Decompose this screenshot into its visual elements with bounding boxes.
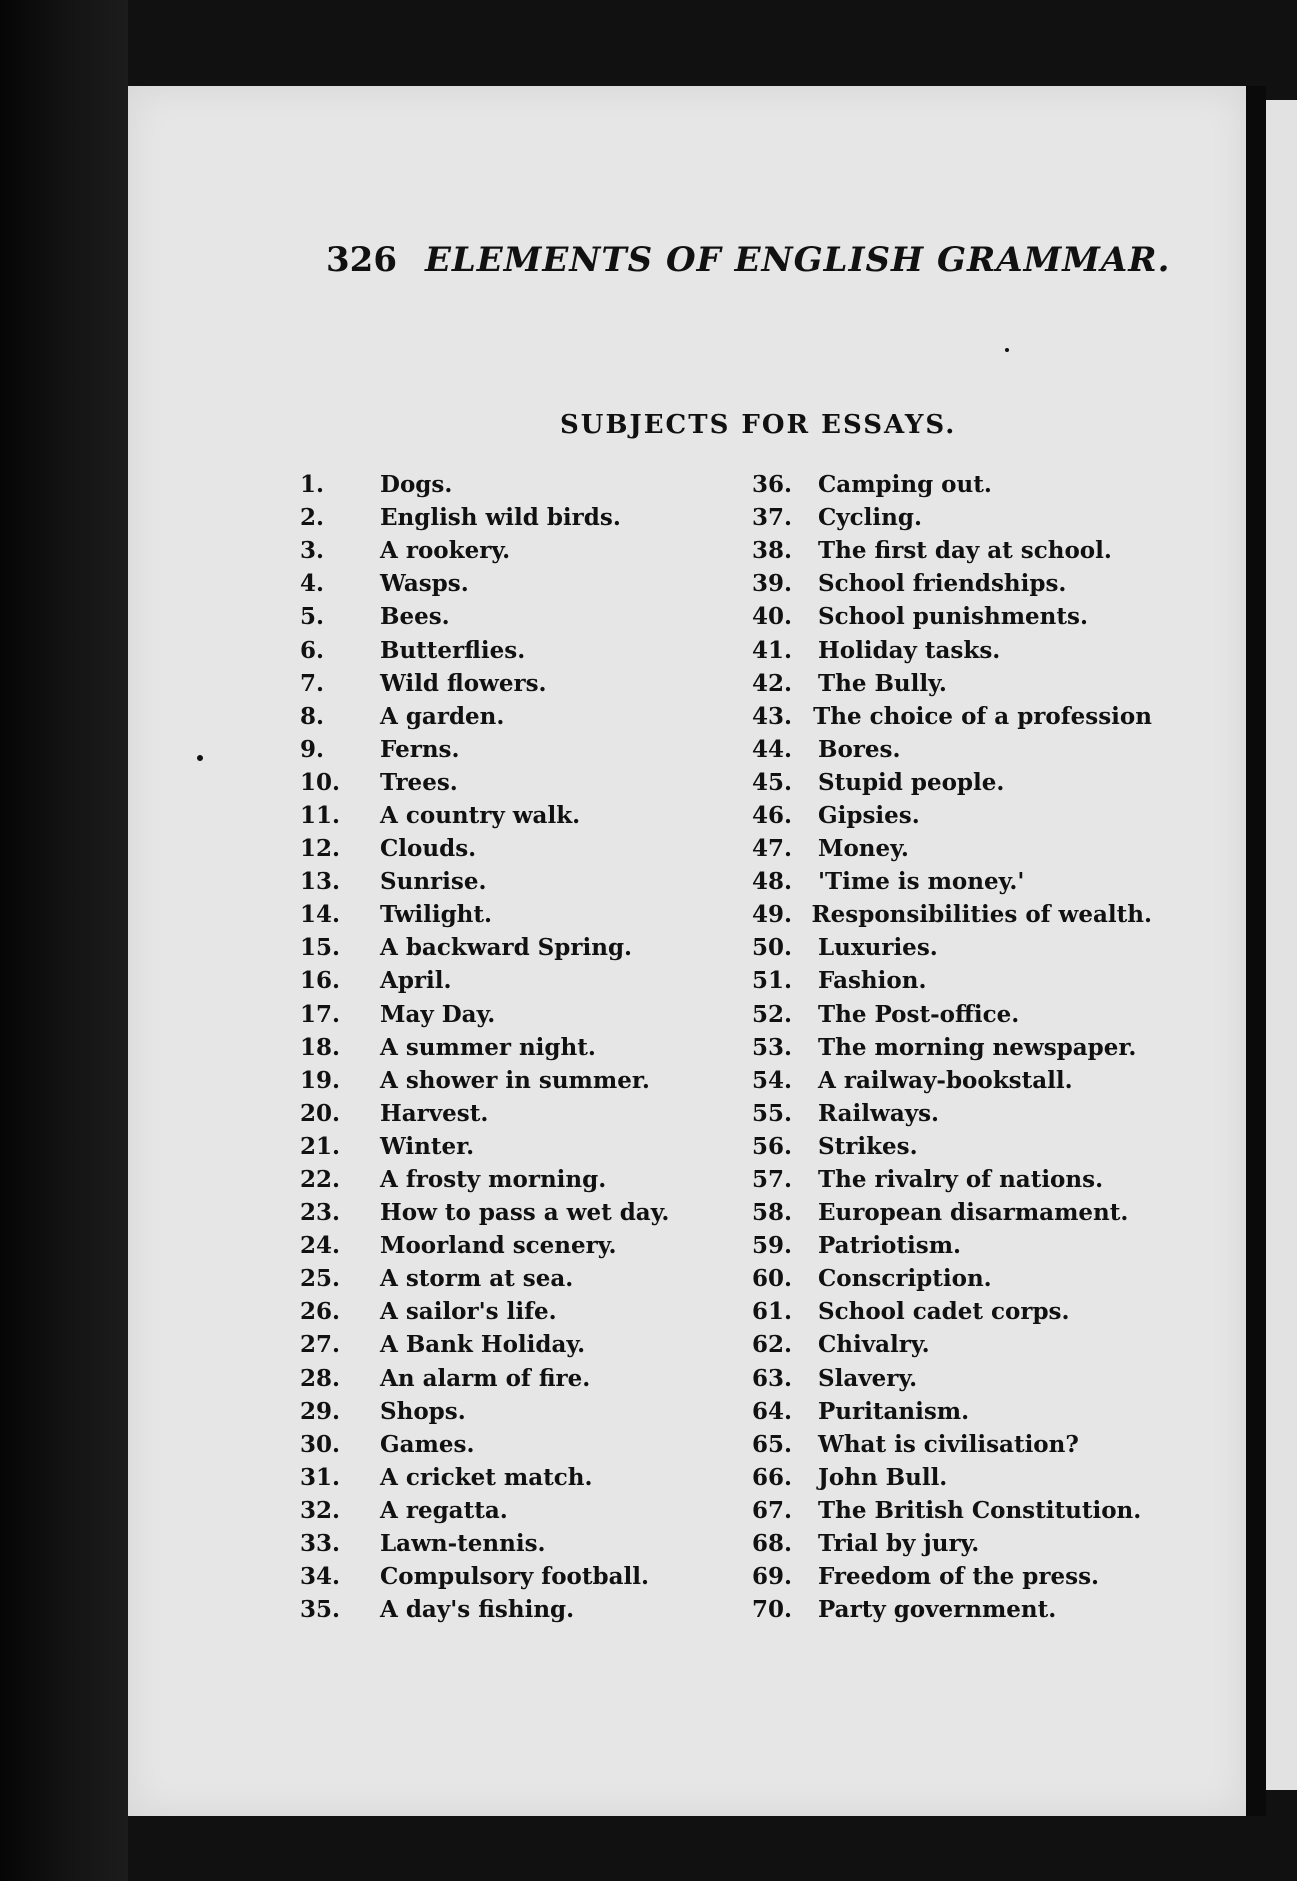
essay-number: 9. [300, 735, 325, 763]
essay-item [300, 733, 720, 766]
essay-item [300, 1461, 720, 1494]
essay-item [300, 667, 720, 700]
essay-number: 4. [300, 570, 325, 598]
essay-subject: Bees. [380, 603, 450, 631]
essay-item [752, 865, 1152, 898]
essay-number: 68. [752, 1530, 793, 1558]
essay-item [300, 1395, 720, 1428]
essay-subject: Games. [380, 1430, 475, 1458]
essay-number: 59. [752, 1232, 793, 1260]
essay-subject: Cycling. [818, 504, 922, 532]
essay-item [752, 964, 1152, 997]
essay-number: 47. [752, 835, 793, 863]
essay-item [300, 1527, 720, 1560]
essay-subject: Twilight. [380, 901, 493, 929]
essay-subject: Puritanism. [818, 1397, 970, 1425]
essay-subject: A day's fishing. [380, 1596, 575, 1624]
essay-item [752, 733, 1152, 766]
essay-item [752, 1328, 1152, 1361]
essay-item [752, 1395, 1152, 1428]
essay-number: 58. [752, 1199, 793, 1227]
essay-item [300, 799, 720, 832]
essay-number: 45. [752, 768, 793, 796]
ink-speck [1005, 348, 1009, 352]
essay-subject: Responsibilities of wealth. [811, 901, 1152, 929]
essay-number: 44. [752, 735, 793, 763]
essay-subject: John Bull. [818, 1463, 948, 1491]
essay-item [300, 534, 720, 567]
essay-number: 69. [752, 1563, 793, 1591]
essay-number: 19. [300, 1066, 341, 1094]
essay-number: 5. [300, 603, 325, 631]
essay-number: 57. [752, 1166, 793, 1194]
essay-item [300, 600, 720, 633]
essay-subject: Holiday tasks. [818, 636, 1001, 664]
essay-subject: An alarm of fire. [380, 1364, 591, 1392]
essay-item [752, 1229, 1152, 1262]
essay-item [752, 1130, 1152, 1163]
essay-subject: Trees. [380, 768, 458, 796]
essay-number: 54. [752, 1066, 793, 1094]
essay-subject: The British Constitution. [818, 1496, 1142, 1524]
essay-item [752, 1097, 1152, 1130]
essay-item [752, 1362, 1152, 1395]
essay-number: 24. [300, 1232, 341, 1260]
essay-subject: School punishments. [818, 603, 1088, 631]
facing-page-edge [1266, 100, 1297, 1790]
essay-subject: A garden. [380, 702, 505, 730]
essay-number: 17. [300, 1000, 341, 1028]
essay-subject: May Day. [380, 1000, 496, 1028]
essay-number: 23. [300, 1199, 341, 1227]
essay-item [300, 832, 720, 865]
essay-number: 60. [752, 1265, 793, 1293]
essay-item [300, 865, 720, 898]
essay-item [300, 468, 720, 501]
essay-number: 40. [752, 603, 793, 631]
essay-subject: Party government. [818, 1596, 1057, 1624]
essay-subject: The rivalry of nations. [818, 1166, 1104, 1194]
scan-left-margin [0, 0, 128, 1881]
essay-subject: Wild flowers. [380, 669, 547, 697]
essay-subject: Wasps. [380, 570, 469, 598]
essay-item [300, 700, 720, 733]
essay-number: 66. [752, 1463, 793, 1491]
essay-item [300, 931, 720, 964]
essay-item [752, 1064, 1152, 1097]
essay-number: 65. [752, 1430, 793, 1458]
essay-item [300, 1295, 720, 1328]
essay-number: 35. [300, 1596, 341, 1624]
essay-subject: Clouds. [380, 835, 477, 863]
essay-subject: Moorland scenery. [380, 1232, 617, 1260]
essay-number: 8. [300, 702, 325, 730]
essay-subject: Dogs. [380, 471, 453, 499]
essay-subject: A rookery. [380, 537, 511, 565]
essay-item [752, 1428, 1152, 1461]
essay-item [300, 567, 720, 600]
essay-number: 7. [300, 669, 325, 697]
essay-subject: School cadet corps. [818, 1298, 1070, 1326]
essay-number: 10. [300, 768, 341, 796]
essay-item [300, 1163, 720, 1196]
essay-subject: Trial by jury. [818, 1530, 980, 1558]
essay-item [752, 633, 1152, 666]
essay-number: 38. [752, 537, 793, 565]
essay-number: 70. [752, 1596, 793, 1624]
essay-item [752, 600, 1152, 633]
essay-number: 25. [300, 1265, 341, 1293]
essay-subject: Sunrise. [380, 868, 487, 896]
essay-number: 52. [752, 1000, 793, 1028]
essay-number: 26. [300, 1298, 341, 1326]
essay-number: 29. [300, 1397, 341, 1425]
essay-subject: Compulsory football. [380, 1563, 649, 1591]
essay-list-right [752, 468, 1152, 1626]
essay-subject: A storm at sea. [380, 1265, 574, 1293]
essay-subject: English wild birds. [380, 504, 621, 532]
essay-number: 6. [300, 636, 325, 664]
essay-number: 22. [300, 1166, 341, 1194]
essay-number: 16. [300, 967, 341, 995]
essay-item [752, 700, 1152, 733]
essay-item [752, 501, 1152, 534]
section-heading: SUBJECTS FOR ESSAYS. [560, 410, 957, 440]
essay-number: 64. [752, 1397, 793, 1425]
essay-item [752, 468, 1152, 501]
essay-number: 1. [300, 471, 325, 499]
essay-subject: School friendships. [818, 570, 1067, 598]
essay-subject: Freedom of the press. [818, 1563, 1100, 1591]
essay-number: 34. [300, 1563, 341, 1591]
essay-number: 53. [752, 1033, 793, 1061]
essay-subject: Stupid people. [818, 768, 1005, 796]
essay-item [300, 1262, 720, 1295]
essay-subject: Ferns. [380, 735, 460, 763]
essay-subject: Gipsies. [818, 801, 920, 829]
essay-number: 15. [300, 934, 341, 962]
essay-number: 33. [300, 1530, 341, 1558]
essay-subject: Butterflies. [380, 636, 526, 664]
essay-number: 39. [752, 570, 793, 598]
essay-number: 37. [752, 504, 793, 532]
essay-item [300, 1362, 720, 1395]
essay-item [300, 1097, 720, 1130]
essay-number: 20. [300, 1099, 341, 1127]
essay-item [752, 1560, 1152, 1593]
essay-subject: Conscription. [818, 1265, 992, 1293]
essay-subject: European disarmament. [818, 1199, 1129, 1227]
essay-number: 55. [752, 1099, 793, 1127]
essay-subject: Chivalry. [818, 1331, 930, 1359]
essay-item [300, 964, 720, 997]
essay-subject: A summer night. [380, 1033, 596, 1061]
essay-number: 41. [752, 636, 793, 664]
essay-item [300, 1031, 720, 1064]
page-number: 326 [326, 240, 397, 280]
essay-subject: The morning newspaper. [818, 1033, 1137, 1061]
essay-item [300, 1229, 720, 1262]
essay-item [752, 766, 1152, 799]
essay-number: 51. [752, 967, 793, 995]
essay-item [752, 832, 1152, 865]
essay-number: 56. [752, 1132, 793, 1160]
essay-item [300, 1494, 720, 1527]
essay-subject: Winter. [380, 1132, 475, 1160]
essay-subject: Shops. [380, 1397, 466, 1425]
essay-item [752, 799, 1152, 832]
page-gutter [1246, 86, 1266, 1816]
essay-subject: A regatta. [380, 1496, 508, 1524]
essay-item [300, 998, 720, 1031]
essay-item [300, 1064, 720, 1097]
running-title: ELEMENTS OF ENGLISH GRAMMAR. [424, 240, 1171, 280]
essay-subject: Luxuries. [818, 934, 938, 962]
essay-item [752, 1593, 1152, 1626]
essay-number: 50. [752, 934, 793, 962]
essay-list-left [300, 468, 720, 1626]
essay-item [752, 1262, 1152, 1295]
essay-number: 32. [300, 1496, 341, 1524]
essay-item [752, 931, 1152, 964]
essay-item [300, 1560, 720, 1593]
essay-subject: How to pass a wet day. [380, 1199, 670, 1227]
essay-subject: A Bank Holiday. [380, 1331, 586, 1359]
essay-number: 48. [752, 868, 793, 896]
essay-number: 49. [752, 901, 793, 929]
essay-item [300, 1196, 720, 1229]
essay-subject: Camping out. [818, 471, 992, 499]
essay-item [752, 998, 1152, 1031]
essay-subject: What is civilisation? [818, 1430, 1079, 1458]
essay-number: 61. [752, 1298, 793, 1326]
essay-item [752, 1527, 1152, 1560]
essay-subject: April. [380, 967, 452, 995]
essay-subject: A cricket match. [380, 1463, 593, 1491]
essay-number: 42. [752, 669, 793, 697]
essay-item [300, 1130, 720, 1163]
essay-number: 31. [300, 1463, 341, 1491]
essay-number: 2. [300, 504, 325, 532]
essay-subject: The Bully. [818, 669, 947, 697]
ink-speck [197, 755, 203, 761]
essay-item [752, 567, 1152, 600]
essay-number: 18. [300, 1033, 341, 1061]
essay-number: 30. [300, 1430, 341, 1458]
essay-subject: Fashion. [818, 967, 927, 995]
essay-number: 46. [752, 801, 793, 829]
essay-subject: Railways. [818, 1099, 940, 1127]
essay-number: 11. [300, 801, 341, 829]
essay-subject: A frosty morning. [380, 1166, 607, 1194]
essay-item [300, 633, 720, 666]
essay-subject: 'Time is money.' [818, 868, 1025, 896]
essay-number: 63. [752, 1364, 793, 1392]
essay-number: 62. [752, 1331, 793, 1359]
essay-item [300, 1328, 720, 1361]
essay-subject: Harvest. [380, 1099, 489, 1127]
essay-subject: The first day at school. [818, 537, 1112, 565]
essay-item [752, 898, 1152, 931]
essay-item [752, 667, 1152, 700]
essay-number: 3. [300, 537, 325, 565]
page-header [326, 240, 1170, 280]
essay-item [752, 1196, 1152, 1229]
essay-subject: Strikes. [818, 1132, 918, 1160]
essay-subject: Patriotism. [818, 1232, 962, 1260]
essay-subject: A shower in summer. [380, 1066, 650, 1094]
essay-number: 27. [300, 1331, 341, 1359]
essay-item [752, 1163, 1152, 1196]
essay-number: 21. [300, 1132, 341, 1160]
essay-subject: A country walk. [380, 801, 581, 829]
essay-number: 14. [300, 901, 341, 929]
essay-number: 12. [300, 835, 341, 863]
essay-item [300, 1593, 720, 1626]
essay-subject: Slavery. [818, 1364, 918, 1392]
essay-item [752, 1031, 1152, 1064]
essay-number: 67. [752, 1496, 793, 1524]
essay-subject: A railway-bookstall. [818, 1066, 1073, 1094]
essay-subject: A sailor's life. [380, 1298, 557, 1326]
essay-subject: The choice of a profession [813, 702, 1152, 730]
essay-subject: The Post-office. [818, 1000, 1020, 1028]
essay-item [752, 534, 1152, 567]
essay-subject: Money. [818, 835, 909, 863]
essay-item [752, 1494, 1152, 1527]
essay-number: 43. [752, 702, 793, 730]
essay-item [300, 766, 720, 799]
essay-number: 13. [300, 868, 341, 896]
essay-item [300, 1428, 720, 1461]
essay-item [752, 1295, 1152, 1328]
essay-item [300, 898, 720, 931]
essay-item [300, 501, 720, 534]
essay-number: 28. [300, 1364, 341, 1392]
essay-subject: A backward Spring. [380, 934, 633, 962]
essay-subject: Bores. [818, 735, 901, 763]
essay-subject: Lawn-tennis. [380, 1530, 546, 1558]
essay-number: 36. [752, 471, 793, 499]
essay-item [752, 1461, 1152, 1494]
